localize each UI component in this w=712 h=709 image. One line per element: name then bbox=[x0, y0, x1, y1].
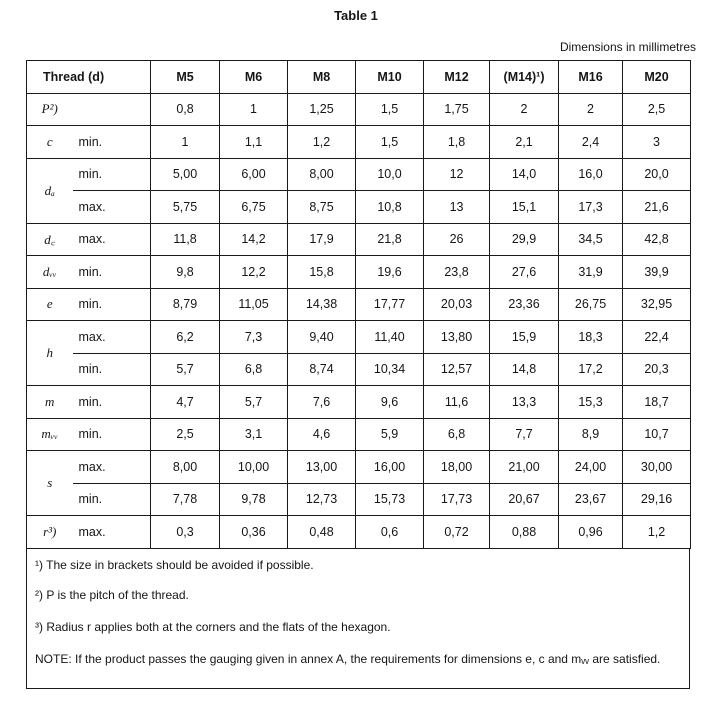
value-cell: 27,6 bbox=[490, 256, 559, 289]
value-cell: 29,9 bbox=[490, 223, 559, 256]
value-cell: 0,36 bbox=[220, 516, 288, 549]
note-gauging: NOTE: If the product passes the gauging given in annex A, the requirements for dimensions e, c and mᵥᵥ are satisfied. bbox=[35, 652, 661, 666]
value-cell: 12 bbox=[424, 158, 490, 191]
value-cell: 5,9 bbox=[356, 418, 424, 451]
value-cell: 31,9 bbox=[559, 256, 623, 289]
value-cell: 15,8 bbox=[288, 256, 356, 289]
dimension-symbol: dₐ bbox=[27, 158, 73, 223]
footnotes-box bbox=[26, 549, 690, 689]
footnote-2: ²) P is the pitch of the thread. bbox=[35, 588, 189, 602]
value-cell: 7,7 bbox=[490, 418, 559, 451]
table-row bbox=[27, 126, 691, 159]
value-cell: 0,8 bbox=[151, 93, 220, 126]
value-cell: 5,75 bbox=[151, 191, 220, 224]
value-cell: 2,1 bbox=[490, 126, 559, 159]
value-cell: 9,40 bbox=[288, 321, 356, 354]
table-row bbox=[27, 223, 691, 256]
size-header: M10 bbox=[356, 61, 424, 94]
value-cell: 14,2 bbox=[220, 223, 288, 256]
value-cell: 4,7 bbox=[151, 386, 220, 419]
value-cell: 9,8 bbox=[151, 256, 220, 289]
table-title: Table 1 bbox=[334, 8, 378, 23]
value-cell: 32,95 bbox=[623, 288, 691, 321]
dimension-symbol: r³) bbox=[27, 516, 73, 549]
value-cell: 14,8 bbox=[490, 353, 559, 386]
value-cell: 34,5 bbox=[559, 223, 623, 256]
limit-label bbox=[73, 93, 151, 126]
value-cell: 18,3 bbox=[559, 321, 623, 354]
table-row bbox=[27, 418, 691, 451]
value-cell: 0,3 bbox=[151, 516, 220, 549]
dimension-symbol: c bbox=[27, 126, 73, 159]
value-cell: 5,00 bbox=[151, 158, 220, 191]
value-cell: 0,72 bbox=[424, 516, 490, 549]
value-cell: 12,2 bbox=[220, 256, 288, 289]
dimension-symbol: s bbox=[27, 451, 73, 516]
value-cell: 23,67 bbox=[559, 483, 623, 516]
value-cell: 13,80 bbox=[424, 321, 490, 354]
limit-label: min. bbox=[73, 418, 151, 451]
value-cell: 9,6 bbox=[356, 386, 424, 419]
value-cell: 42,8 bbox=[623, 223, 691, 256]
value-cell: 21,00 bbox=[490, 451, 559, 484]
footnote-3: ³) Radius r applies both at the corners and the flats of the hexagon. bbox=[35, 620, 391, 634]
value-cell: 12,57 bbox=[424, 353, 490, 386]
value-cell: 0,88 bbox=[490, 516, 559, 549]
value-cell: 8,00 bbox=[151, 451, 220, 484]
value-cell: 5,7 bbox=[151, 353, 220, 386]
value-cell: 11,6 bbox=[424, 386, 490, 419]
value-cell: 6,8 bbox=[424, 418, 490, 451]
size-header: M12 bbox=[424, 61, 490, 94]
value-cell: 8,74 bbox=[288, 353, 356, 386]
size-header: (M14)¹) bbox=[490, 61, 559, 94]
value-cell: 8,9 bbox=[559, 418, 623, 451]
value-cell: 1,2 bbox=[623, 516, 691, 549]
value-cell: 17,73 bbox=[424, 483, 490, 516]
value-cell: 17,9 bbox=[288, 223, 356, 256]
value-cell: 20,03 bbox=[424, 288, 490, 321]
value-cell: 16,00 bbox=[356, 451, 424, 484]
footnote-1: ¹) The size in brackets should be avoided if possible. bbox=[35, 558, 314, 572]
value-cell: 13,00 bbox=[288, 451, 356, 484]
table-row bbox=[27, 516, 691, 549]
value-cell: 1,2 bbox=[288, 126, 356, 159]
value-cell: 1,75 bbox=[424, 93, 490, 126]
dimensions-note: Dimensions in millimetres bbox=[559, 40, 696, 54]
limit-label: max. bbox=[73, 516, 151, 549]
size-header: M5 bbox=[151, 61, 220, 94]
size-header: M6 bbox=[220, 61, 288, 94]
value-cell: 16,0 bbox=[559, 158, 623, 191]
value-cell: 17,77 bbox=[356, 288, 424, 321]
value-cell: 6,8 bbox=[220, 353, 288, 386]
value-cell: 2,4 bbox=[559, 126, 623, 159]
value-cell: 6,2 bbox=[151, 321, 220, 354]
limit-label: max. bbox=[73, 223, 151, 256]
value-cell: 4,6 bbox=[288, 418, 356, 451]
value-cell: 1 bbox=[220, 93, 288, 126]
value-cell: 23,36 bbox=[490, 288, 559, 321]
value-cell: 21,8 bbox=[356, 223, 424, 256]
limit-label: min. bbox=[73, 256, 151, 289]
value-cell: 21,6 bbox=[623, 191, 691, 224]
table-row bbox=[27, 386, 691, 419]
dimension-symbol: h bbox=[27, 321, 73, 386]
value-cell: 10,8 bbox=[356, 191, 424, 224]
value-cell: 1 bbox=[151, 126, 220, 159]
value-cell: 8,00 bbox=[288, 158, 356, 191]
value-cell: 1,5 bbox=[356, 126, 424, 159]
value-cell: 18,00 bbox=[424, 451, 490, 484]
table-row bbox=[27, 288, 691, 321]
value-cell: 20,0 bbox=[623, 158, 691, 191]
limit-label: min. bbox=[73, 386, 151, 419]
value-cell: 11,40 bbox=[356, 321, 424, 354]
value-cell: 2 bbox=[559, 93, 623, 126]
value-cell: 18,7 bbox=[623, 386, 691, 419]
limit-label: min. bbox=[73, 126, 151, 159]
limit-label: max. bbox=[73, 321, 151, 354]
dimension-symbol: mᵥᵥ bbox=[27, 418, 73, 451]
value-cell: 0,48 bbox=[288, 516, 356, 549]
value-cell: 7,3 bbox=[220, 321, 288, 354]
table-row bbox=[27, 451, 691, 484]
table-body bbox=[27, 93, 691, 548]
value-cell: 15,3 bbox=[559, 386, 623, 419]
value-cell: 8,75 bbox=[288, 191, 356, 224]
value-cell: 1,25 bbox=[288, 93, 356, 126]
table-row bbox=[27, 483, 691, 516]
table-row bbox=[27, 353, 691, 386]
limit-label: min. bbox=[73, 353, 151, 386]
value-cell: 26 bbox=[424, 223, 490, 256]
value-cell: 10,00 bbox=[220, 451, 288, 484]
value-cell: 1,1 bbox=[220, 126, 288, 159]
size-header: M20 bbox=[623, 61, 691, 94]
value-cell: 0,96 bbox=[559, 516, 623, 549]
value-cell: 10,0 bbox=[356, 158, 424, 191]
thread-header: Thread (d) bbox=[27, 61, 151, 94]
value-cell: 0,6 bbox=[356, 516, 424, 549]
value-cell: 17,2 bbox=[559, 353, 623, 386]
value-cell: 6,00 bbox=[220, 158, 288, 191]
value-cell: 15,73 bbox=[356, 483, 424, 516]
value-cell: 15,1 bbox=[490, 191, 559, 224]
value-cell: 29,16 bbox=[623, 483, 691, 516]
dimension-symbol: dᵥᵥ bbox=[27, 256, 73, 289]
limit-label: max. bbox=[73, 451, 151, 484]
value-cell: 19,6 bbox=[356, 256, 424, 289]
dimension-symbol: P²) bbox=[27, 93, 73, 126]
limit-label: max. bbox=[73, 191, 151, 224]
value-cell: 8,79 bbox=[151, 288, 220, 321]
table-row bbox=[27, 256, 691, 289]
value-cell: 24,00 bbox=[559, 451, 623, 484]
value-cell: 9,78 bbox=[220, 483, 288, 516]
value-cell: 15,9 bbox=[490, 321, 559, 354]
value-cell: 10,7 bbox=[623, 418, 691, 451]
size-header: M16 bbox=[559, 61, 623, 94]
value-cell: 22,4 bbox=[623, 321, 691, 354]
value-cell: 12,73 bbox=[288, 483, 356, 516]
value-cell: 30,00 bbox=[623, 451, 691, 484]
value-cell: 20,67 bbox=[490, 483, 559, 516]
value-cell: 7,6 bbox=[288, 386, 356, 419]
table-header-row bbox=[27, 61, 691, 94]
value-cell: 2,5 bbox=[151, 418, 220, 451]
table-row bbox=[27, 191, 691, 224]
value-cell: 17,3 bbox=[559, 191, 623, 224]
value-cell: 10,34 bbox=[356, 353, 424, 386]
value-cell: 2 bbox=[490, 93, 559, 126]
value-cell: 6,75 bbox=[220, 191, 288, 224]
limit-label: min. bbox=[73, 483, 151, 516]
value-cell: 13,3 bbox=[490, 386, 559, 419]
value-cell: 1,5 bbox=[356, 93, 424, 126]
value-cell: 23,8 bbox=[424, 256, 490, 289]
limit-label: min. bbox=[73, 288, 151, 321]
dimension-symbol: e bbox=[27, 288, 73, 321]
table-row bbox=[27, 158, 691, 191]
size-header: M8 bbox=[288, 61, 356, 94]
value-cell: 13 bbox=[424, 191, 490, 224]
value-cell: 5,7 bbox=[220, 386, 288, 419]
value-cell: 26,75 bbox=[559, 288, 623, 321]
value-cell: 2,5 bbox=[623, 93, 691, 126]
limit-label: min. bbox=[73, 158, 151, 191]
value-cell: 11,05 bbox=[220, 288, 288, 321]
value-cell: 3 bbox=[623, 126, 691, 159]
value-cell: 7,78 bbox=[151, 483, 220, 516]
table-row bbox=[27, 93, 691, 126]
dimension-symbol: d꜀ bbox=[27, 223, 73, 256]
table-row bbox=[27, 321, 691, 354]
value-cell: 20,3 bbox=[623, 353, 691, 386]
value-cell: 39,9 bbox=[623, 256, 691, 289]
value-cell: 1,8 bbox=[424, 126, 490, 159]
dimension-symbol: m bbox=[27, 386, 73, 419]
dimensions-table bbox=[26, 60, 691, 549]
value-cell: 3,1 bbox=[220, 418, 288, 451]
value-cell: 14,38 bbox=[288, 288, 356, 321]
value-cell: 14,0 bbox=[490, 158, 559, 191]
value-cell: 11,8 bbox=[151, 223, 220, 256]
